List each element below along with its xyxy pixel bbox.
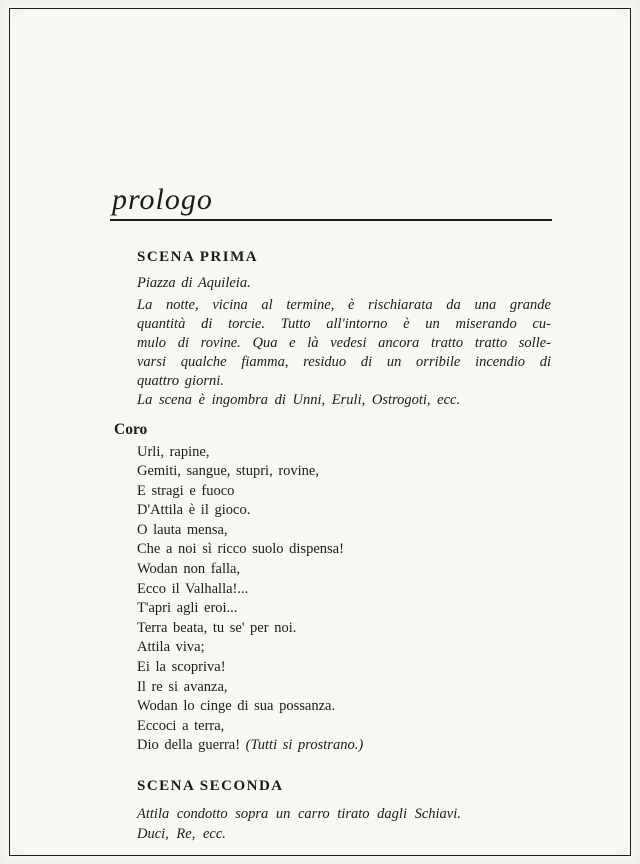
verse-line: Wodan non falla,	[137, 561, 241, 578]
page-content	[110, 185, 552, 844]
scene-setting: Piazza di Aquileia.	[137, 275, 251, 291]
direction-line: varsi qualche fiamma, residuo di un orribile incendio di	[137, 354, 551, 370]
scene-prima-heading: SCENA PRIMA	[137, 249, 259, 265]
page-border	[9, 8, 631, 856]
direction-line: quantità di torcie. Tutto all'intorno è un miserando cu-	[137, 316, 551, 332]
scene-seconda-direction: Attila condotto sopra un carro tirato dagli Schiavi.	[137, 806, 461, 822]
scene-seconda-heading: SCENA SECONDA	[137, 778, 284, 794]
verse-line: Eccoci a terra,	[137, 717, 225, 734]
verse-line: Ei la scopriva!	[137, 659, 226, 676]
verse-line: Attila viva;	[137, 639, 205, 656]
stage-direction	[137, 296, 551, 391]
verse-line: D'Attila è il gioco.	[137, 502, 251, 519]
verse-line: Terra beata, tu se' per noi.	[137, 619, 297, 636]
stage-direction-note: La scena è ingombra di Unni, Eruli, Ostrogoti, ecc.	[137, 392, 461, 408]
verse-line: Ecco il Valhalla!...	[137, 580, 249, 597]
verse-line: Gemiti, sangue, stupri, rovine,	[137, 463, 319, 480]
verse-line: Che a noi sì ricco suolo dispensa!	[137, 541, 344, 558]
page-title: prologo	[112, 183, 213, 216]
verse-final-text: Dio della guerra!	[137, 737, 246, 754]
verse-line: T'apri agli eroi...	[137, 600, 238, 617]
scene-seconda-cast: Duci, Re, ecc.	[137, 826, 226, 842]
direction-line: quattro giorni.	[137, 373, 224, 389]
verse-final-stage-note: (Tutti si prostrano.)	[245, 737, 364, 754]
scene-seconda-section	[110, 779, 552, 844]
verse-block	[137, 443, 552, 757]
coro-section	[110, 422, 552, 756]
direction-line: mulo di rovine. Qua e là vedesi ancora tratto tratto solle-	[137, 335, 551, 351]
verse-line: E stragi e fuoco	[137, 482, 235, 499]
verse-line: Wodan lo cinge di sua possanza.	[137, 698, 336, 715]
verse-line: O lauta mensa,	[137, 521, 228, 538]
verse-line: Urli, rapine,	[137, 443, 210, 460]
speaker-label: Coro	[114, 421, 148, 438]
verse-line-final	[137, 736, 552, 756]
title-rule	[110, 219, 552, 221]
verse-line: Il re si avanza,	[137, 678, 228, 695]
direction-line: La notte, vicina al termine, è rischiarata da una grande	[137, 297, 551, 313]
scene-prima-section	[110, 250, 552, 410]
